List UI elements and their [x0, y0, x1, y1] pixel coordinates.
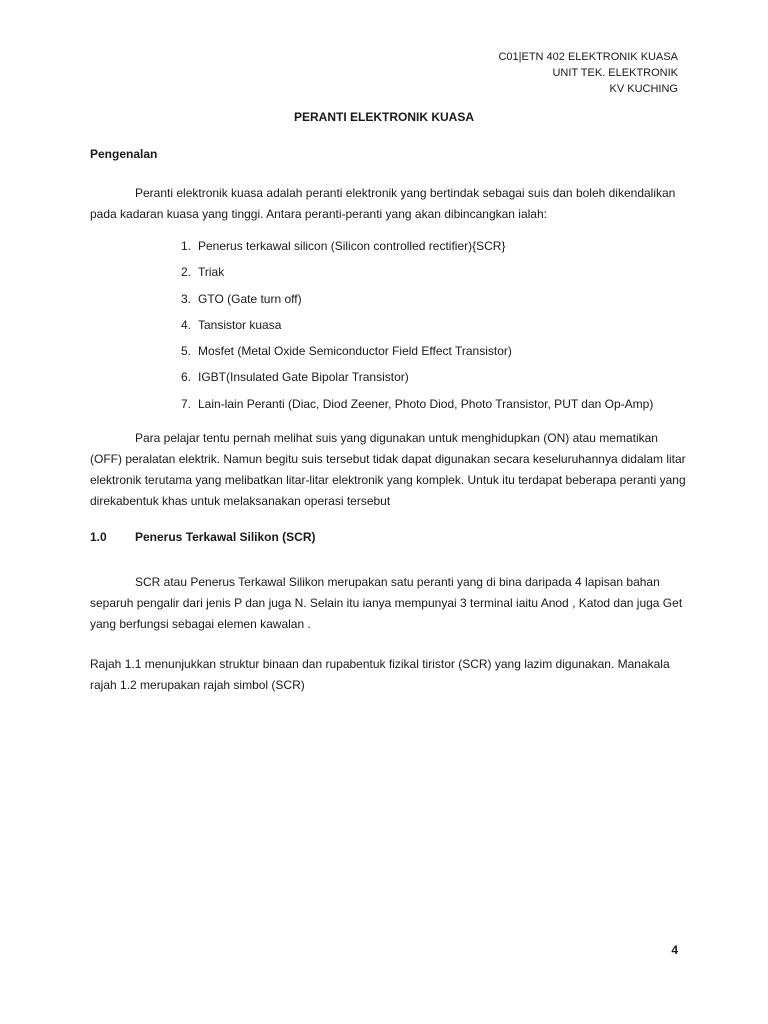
document-title: PERANTI ELEKTRONIK KUASA	[293, 110, 474, 124]
list-item	[181, 289, 653, 315]
header-institution: KV KUCHING	[609, 83, 678, 95]
device-list	[181, 236, 653, 420]
list-item-number: 3.	[181, 291, 192, 306]
page-number: 4	[671, 943, 678, 957]
list-item-number: 5.	[181, 344, 192, 359]
list-item-text: GTO (Gate turn off)	[198, 291, 302, 306]
intro-heading: Pengenalan	[90, 147, 158, 161]
list-item	[181, 394, 653, 420]
list-item	[181, 236, 653, 262]
section-title: Penerus Terkawal Silikon (SCR)	[135, 530, 316, 544]
list-item-text: Lain-lain Peranti (Diac, Diod Zeener, Photo Diod, Photo Transistor, PUT dan Op-Amp)	[198, 396, 654, 411]
list-item-text: IGBT(Insulated Gate Bipolar Transistor)	[198, 370, 409, 385]
figure-reference-paragraph: Rajah 1.1 menunjukkan struktur binaan dan rupabentuk fizikal tiristor (SCR) yang lazim digunakan. Manakala rajah 1.2 merupakan rajah simbol (SCR)	[90, 657, 670, 692]
intro-paragraph: Peranti elektronik kuasa adalah peranti elektronik yang bertindak sebagai suis dan boleh dikendalikan pada kadaran kuasa yang tinggi. Antara peranti-peranti yang akan dibincangkan ialah:	[90, 186, 676, 221]
header-course-code: C01|ETN 402 ELEKTRONIK KUASA	[498, 51, 678, 63]
list-item-number: 6.	[181, 370, 192, 385]
list-item-number: 2.	[181, 265, 192, 280]
list-item	[181, 262, 653, 288]
switch-paragraph: Para pelajar tentu pernah melihat suis yang digunakan untuk menghidupkan (ON) atau mematikan (OFF) peralatan elektrik. Namun begitu suis tersebut tidak dapat digunakan secara keseluruhannya didalam litar elektronik terutama yang melibatkan litar-litar elektronik yang komplek. Untuk itu terdapat beberapa peranti yang direkabentuk khas untuk melaksanakan operasi tersebut	[90, 431, 686, 508]
page-header	[498, 49, 678, 97]
section-number: 1.0	[90, 530, 107, 544]
list-item-number: 4.	[181, 317, 192, 332]
list-item	[181, 315, 653, 341]
list-item-number: 1.	[181, 239, 192, 253]
list-item-text: Mosfet (Metal Oxide Semiconductor Field Effect Transistor)	[198, 344, 512, 359]
section-heading	[90, 530, 690, 544]
list-item-text: Penerus terkawal silicon (Silicon controlled rectifier){SCR}	[198, 239, 506, 253]
list-item-text: Tansistor kuasa	[198, 317, 282, 332]
header-unit: UNIT TEK. ELEKTRONIK	[552, 67, 678, 79]
scr-paragraph: SCR atau Penerus Terkawal Silikon merupakan satu peranti yang di bina daripada 4 lapisan bahan separuh pengalir dari jenis P dan juga N. Selain itu ianya mempunyai 3 terminal iaitu Anod , Katod dan juga Get yang berfungsi sebagai elemen kawalan .	[90, 575, 683, 631]
list-item	[181, 367, 653, 393]
list-item-number: 7.	[181, 396, 192, 411]
list-item	[181, 341, 653, 367]
list-item-text: Triak	[198, 265, 225, 280]
